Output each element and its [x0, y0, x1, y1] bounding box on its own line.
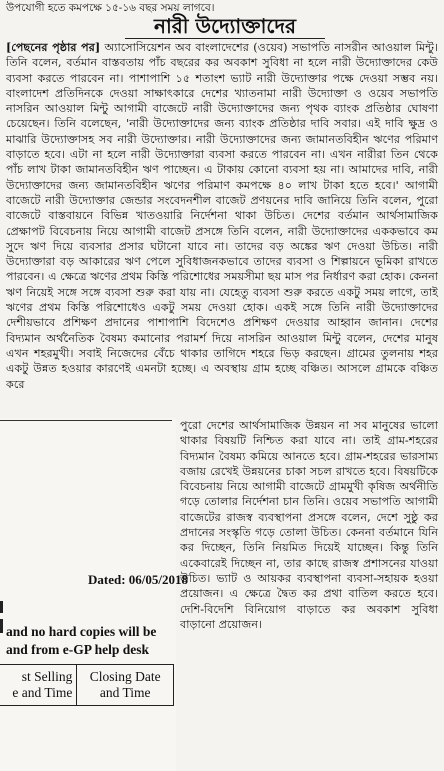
- continuation-marker: [পেছনের পৃষ্ঠার পর]: [6, 40, 101, 54]
- tender-notice-fragment: [0, 418, 189, 771]
- tender-schedule-table: [0, 664, 174, 706]
- table-header-closing: Closing Date and Time: [77, 665, 174, 706]
- article-body-wide: [6, 40, 438, 392]
- table-row: [0, 665, 174, 706]
- article-headline: নারী উদ্যোক্তাদের: [125, 14, 325, 39]
- table-header-selling: st Selling e and Time: [0, 665, 77, 706]
- article-text-part-1: অ্যাসোসিয়েশন অব বাংলাদেশের (ওয়েব) সভাপতি নাসরীন আওয়াল মিন্টু। তিনি বলেন, বর্তমান বাস্তবতায় পাঁচ বছরের কর অবকাশ সুবিধা না হলে নারী উদ্যোক্তাদের কেউ ব্যবসা করতে পারবেন না। পাশাপাশি ১৫ শতাংশ ভ্যাট নারী উদ্যোক্তার পক্ষে দেওয়া সম্ভব নয়। বাংলাদেশ প্রতিদিনকে দেওয়া সাক্ষাৎকারে দেশের খ্যাতনামা নারী উদ্যোক্তা ও ওয়েব সভাপতি নাসরিন আওয়াল মিন্টু আগামী বাজেটে নারী উদ্যোক্তাদের জন্য পৃথক ব্যাংক প্রতিষ্ঠার ঘোষণা চেয়েছেন। তিনি বলেছেন, 'নারী উদ্যোক্তাদের জন্য ব্যাংক প্রতিষ্ঠার দাবি সবার। এই দাবি ক্ষুদ্র ও মাঝারি উদ্যোক্তাসহ সব নারী উদ্যোক্তার। নারী উদ্যোক্তাদের জন্য জামানতবিহীন ঋণের পরিমাণ বাড়াতে হবে। এটা না হলে নারী উদ্যোক্তারা ব্যবসা করতে পারবেন না। এখন নারীরা তিন থেকে পাঁচ লাখ টাকা জামানতবিহীন ঋণ পাচ্ছেন। এ টাকায় কোনো ব্যবসা হয় না। আমাদের দাবি, নারী উদ্যোক্তাদের জন্য জামানতবিহীন ঋণের পরিমাণ কমপক্ষে ৪০ লাখ টাকা হতে হবে।' আগামী বাজেটে নারী উদ্যোক্তার জেন্ডার সংবেদনশীল বাজেট প্রণয়নের দাবি জানিয়ে তিনি বলেন, পুরো বাজেটে বাস্তবায়নে বিভিন্ন খাতওয়ারি নির্দেশনা থাকা উচিত। দেশের বর্তমান আর্থসামাজিক প্রেক্ষাপট বিবেচনায় নিয়ে আগামী বাজেট প্রসঙ্গে তিনি বলেন, নারী উদ্যোক্তাদের এককভাবে কম সুদে ঋণ দিয়ে ব্যবসার প্রসার ঘটানো যাবে না। তাদের বড় অঙ্কের ঋণ দেওয়া উচিত। নারী উদ্যোক্তারা বড় আকারের ঋণ পেলে সুবিধাজনকভাবে তাদের ব্যবসা ও শিল্পায়নে ভূমিকা রাখতে পারবেন। এ ক্ষেত্রে ঋণের প্রথম কিস্তি পরিশোধের সময়সীমা ছয় মাস পর নির্ধারণ করা হোক। কেননা ঋণ নিয়েই সঙ্গে সঙ্গে ব্যবসা শুরু করা যায় না। যেহেতু ব্যবসা শুরু করতে একটু সময় লাগে, তাই ঋণের প্রথম কিস্তি পরিশোধেও একটু সময় দেওয়া হোক। একই সঙ্গে তিনি নারী উদ্যোক্তাদের দেশীয়ভাবে প্রশিক্ষণ প্রদানের পাশাপাশি বিদেশেও প্রশিক্ষণ দেওয়ার আহ্বান জানান। দেশের বিদ্যমান অর্থনৈতিক বৈষম্য কমানোর পরামর্শ দিয়ে নাসরিন আওয়াল মিন্টু বলেন, দেশের মানুষ এখন শহরমুখী। সবাই নিজেদের বেঁচে থাকার তাগিদে শহরে ভিড় করছেন। গ্রামের তুলনায় শহর একটু উন্নত হওয়ার কারণেই এমনটা হচ্ছে। এ অবস্থায় গ্রাম হচ্ছে বঞ্চিত। আসলে গ্রামকে বঞ্চিত করে: [6, 41, 438, 391]
- article-paragraph: [6, 40, 438, 392]
- notice-text-line: and no hard copies will be: [6, 624, 157, 639]
- notice-date: Dated: 06/05/2018: [88, 572, 189, 587]
- clipped-text-mark: [0, 619, 3, 633]
- notice-border: [0, 420, 172, 421]
- article-body-column: [180, 418, 438, 632]
- clipped-text-mark: [0, 601, 3, 613]
- previous-article-tail: উপযোগী হতে কমপক্ষে ১৫-১৬ বছর সময় লাগবে।: [6, 2, 215, 14]
- notice-text-line: and from e-GP help desk: [6, 642, 150, 657]
- article-text-part-2: পুরো দেশের আর্থসামাজিক উন্নয়ন না সব মানুষের ভালো থাকার বিষয়টি নিশ্চিত করা যাবে না। তাই গ্রাম-শহরের বিদ্যমান বৈষম্য কমিয়ে আনতে হবে। গ্রাম-শহরের ভারসাম্য বজায় রেখেই উন্নয়নের চাকা সচল রাখতে হবে। বিষয়টিকে বিবেচনায় নিয়ে আগামী বাজেটে গ্রামমুখী কৃষিজ অর্থনীতি গড়ে তোলার নির্দেশনা চান তিনি। ওয়েব সভাপতি আগামী বাজেটের রাজস্ব ব্যবস্থাপনা প্রসঙ্গে বলেন, দেশে সুষ্ঠু কর প্রদানের সংস্কৃতি গড়ে তোলা উচিত। কেননা বর্তমানে যিনি কর দিচ্ছেন, তিনি নিয়মিত দিয়েই যাচ্ছেন। কিন্তু তিনি একেবারেই দিচ্ছেন না, তার কাছে রাজস্ব প্রশাসনের যাওয়া উচিত। ভ্যাট ও আয়কর ব্যবস্থাপনা ব্যবসা-সহায়ক হওয়া প্রয়োজন। এ ক্ষেত্রে দ্বৈত কর প্রথা বাতিল করতে হবে। দেশি-বিদেশি বিনিয়োগ বাড়াতে কর অবকাশ সুবিধা বাড়ানো প্রয়োজন।: [180, 419, 438, 631]
